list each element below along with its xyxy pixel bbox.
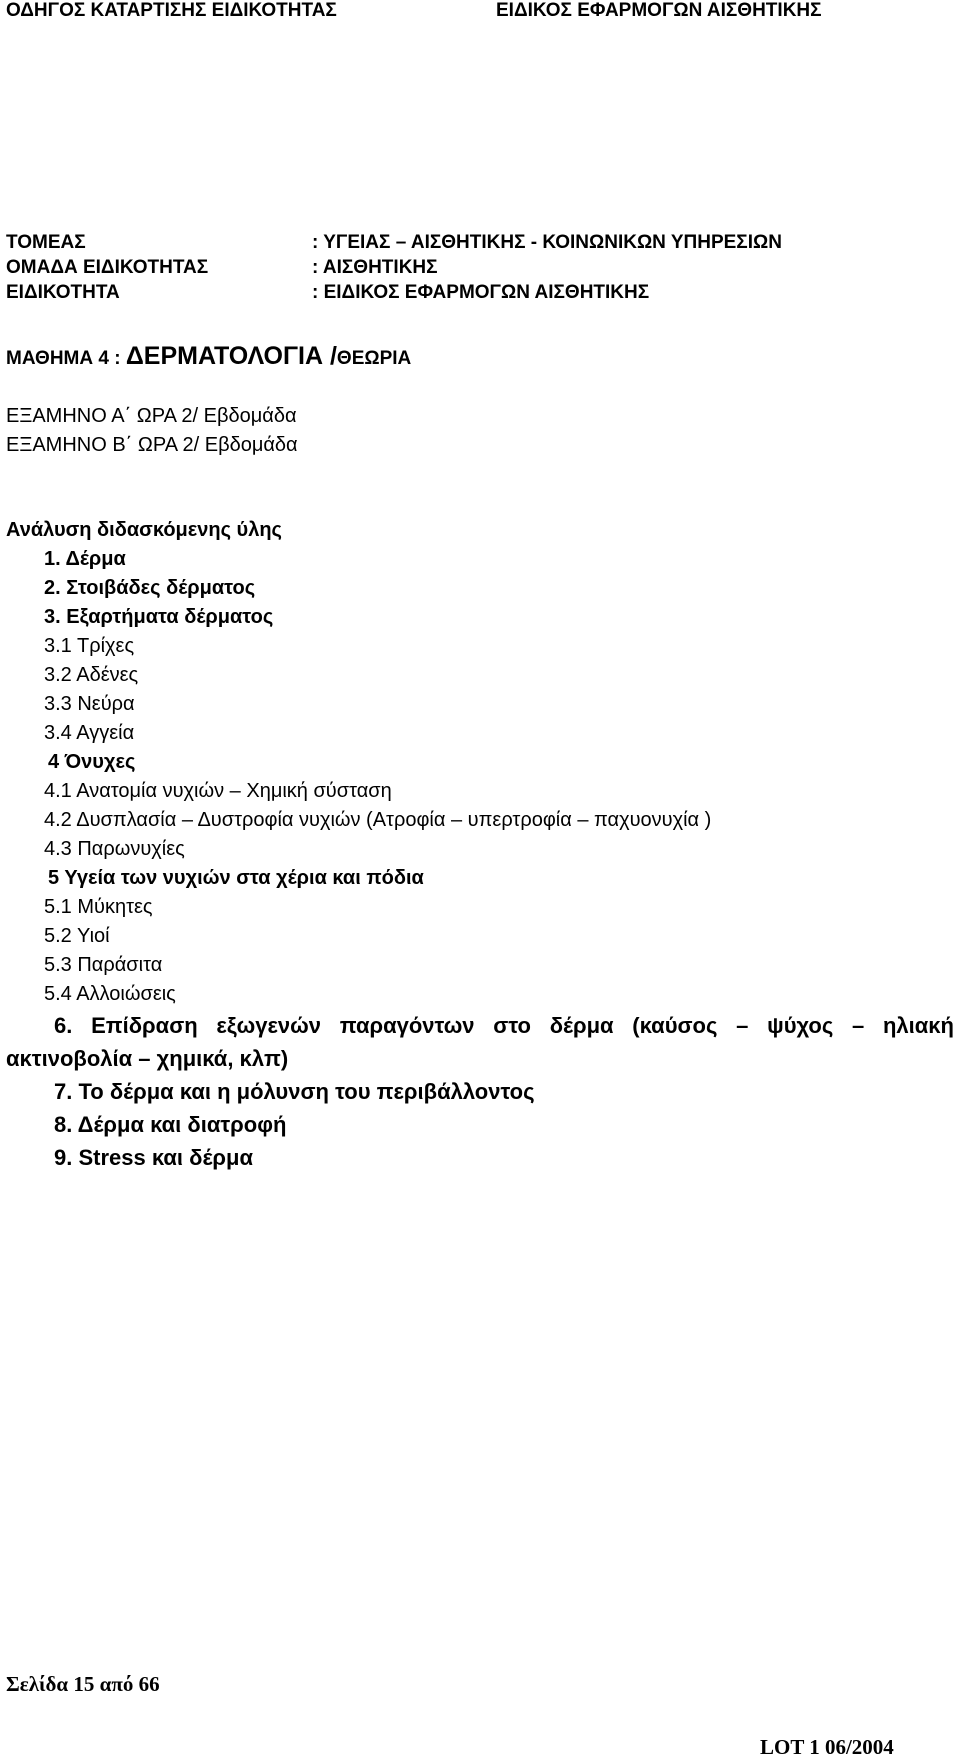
meta-value-sector: : ΥΓΕΙΑΣ – ΑΙΣΘΗΤΙΚΗΣ - ΚΟΙΝΩΝΙΚΩΝ ΥΠΗΡΕΣΙΩΝ [312, 232, 782, 253]
list-item: 6. Επίδραση εξωγενών παραγόντων στο δέρμα (καύσος – ψύχος – ηλιακή ακτινοβολία – χημικά, κλπ) [6, 1013, 954, 1071]
header-right: ΕΙΔΙΚΟΣ ΕΦΑΡΜΟΓΩΝ ΑΙΣΘΗΤΙΚΗΣ [496, 0, 822, 21]
list-item: 4.2 Δυσπλασία – Δυστροφία νυχιών (Ατροφία – υπερτροφία – παχυονυχία ) [44, 809, 712, 831]
syllabus-heading: Ανάλυση διδασκόμενης ύλης [6, 519, 282, 541]
semester-block [6, 402, 298, 460]
meta-label-group: ΟΜΑΔΑ ΕΙΔΙΚΟΤΗΤΑΣ [6, 257, 209, 278]
meta-label-sector: ΤΟΜΕΑΣ [6, 232, 86, 253]
list-item: 1. Δέρμα [44, 548, 126, 570]
meta-labels [6, 230, 208, 305]
list-item: 7. Το δέρμα και η μόλυνση του περιβάλλοντος [54, 1079, 535, 1104]
meta-value-specialty: : ΕΙΔΙΚΟΣ ΕΦΑΡΜΟΓΩΝ ΑΙΣΘΗΤΙΚΗΣ [312, 282, 650, 303]
list-item: 3.1 Τρίχες [44, 635, 135, 657]
list-item: 8. Δέρμα και διατροφή [54, 1112, 287, 1137]
list-item: 9. Stress και δέρμα [54, 1145, 253, 1170]
page-number: Σελίδα 15 από 66 [6, 1672, 160, 1696]
semester-b: ΕΞΑΜΗΝΟ Β΄ ΩΡΑ 2/ Εβδομάδα [6, 434, 298, 456]
syllabus-list [44, 545, 711, 1009]
list-item: 5 Υγεία των νυχιών στα χέρια και πόδια [48, 867, 424, 889]
meta-value-group: : ΑΙΣΘΗΤΙΚΗΣ [312, 257, 438, 278]
list-item: 5.1 Μύκητες [44, 896, 153, 918]
list-item: 5.4 Αλλοιώσεις [44, 983, 176, 1005]
meta-values [312, 230, 782, 305]
list-item: 4.1 Ανατομία νυχιών – Χημική σύσταση [44, 780, 392, 802]
header-left: ΟΔΗΓΟΣ ΚΑΤΑΡΤΙΣΗΣ ΕΙΔΙΚΟΤΗΤΑΣ [6, 0, 337, 21]
list-item: 3.3 Νεύρα [44, 693, 135, 715]
list-item: 5.3 Παράσιτα [44, 954, 163, 976]
syllabus-bold-list [6, 1009, 954, 1174]
list-item: 2. Στοιβάδες δέρματος [44, 577, 256, 599]
lot-label: LOT 1 06/2004 [760, 1735, 894, 1759]
meta-label-specialty: ΕΙΔΙΚΟΤΗΤΑ [6, 282, 120, 303]
semester-a: ΕΞΑΜΗΝΟ Α΄ ΩΡΑ 2/ Εβδομάδα [6, 405, 297, 427]
list-item: 4 Όνυχες [48, 751, 136, 773]
course-type: ΘΕΩΡΙΑ [336, 348, 412, 369]
list-item: 3.4 Αγγεία [44, 722, 135, 744]
course-prefix: ΜΑΘΗΜΑ 4 : [6, 348, 126, 369]
list-item: 5.2 Υιοί [44, 925, 110, 947]
course-title [6, 341, 411, 374]
list-item: 3.2 Αδένες [44, 664, 139, 686]
list-item: 3. Εξαρτήματα δέρματος [44, 606, 274, 628]
list-item: 4.3 Παρωνυχίες [44, 838, 185, 860]
course-name: ΔΕΡΜΑΤΟΛΟΓΙΑ / [125, 342, 337, 370]
